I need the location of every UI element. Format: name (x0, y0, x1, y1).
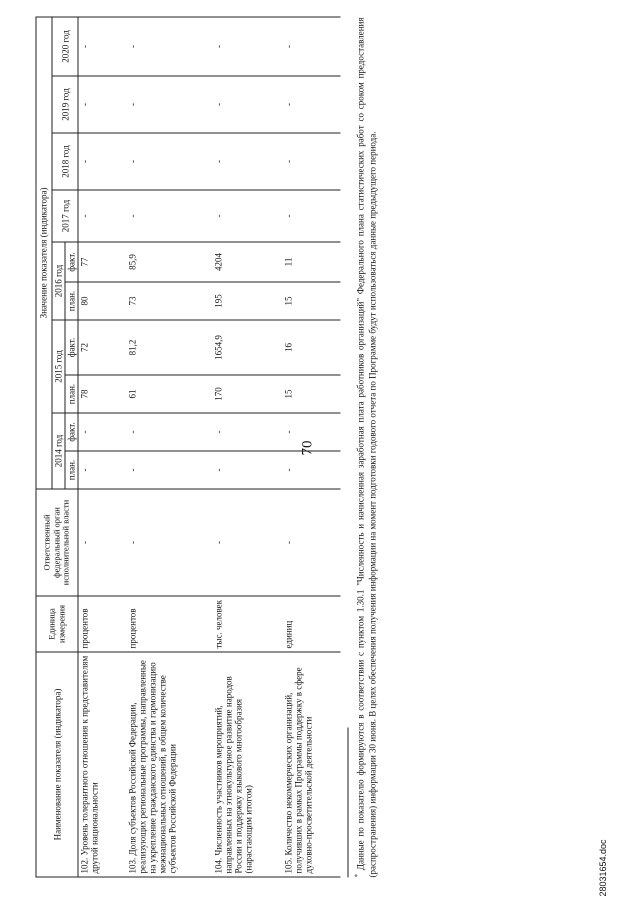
indicator-unit: тыс. человек (212, 596, 282, 652)
value-cell: 170 (212, 375, 282, 413)
header-2018: 2018 год (52, 133, 78, 190)
value-cell: 15 (282, 282, 341, 320)
value-cell: - (212, 76, 282, 133)
header-2014: 2014 год (52, 413, 65, 489)
header-unit: Единица измерения (36, 596, 78, 652)
indicator-name: 102. Уровень толерантного отношения к представителям другой национальности (78, 652, 126, 877)
value-cell: 16 (282, 320, 341, 375)
value-cell: - (212, 451, 282, 489)
value-cell: 61 (126, 375, 212, 413)
header-2016: 2016 год (52, 242, 65, 320)
value-cell: 80 (78, 282, 126, 320)
value-cell: - (78, 76, 126, 133)
header-values: Значение показателя (индикатора) (36, 17, 52, 489)
indicator-authority: - (282, 489, 341, 596)
page-number: 70 (299, 440, 316, 456)
value-cell: - (126, 190, 212, 242)
value-cell: - (78, 17, 126, 76)
indicator-name: 104. Численность участников мероприятий, направленных на этнокультурное развитие народов России и поддержку языкового многообразия (нарастающим итогом) (212, 652, 282, 877)
value-cell: 4204 (212, 242, 282, 282)
value-cell: - (212, 17, 282, 76)
header-fact: факт. (65, 320, 78, 375)
value-cell: 1654,9 (212, 320, 282, 375)
indicator-name: 103. Доля субъектов Российской Федерации, реализующих региональные программы, направленные на укрепление гражданского единства и гармонизацию межнациональных отношений, в общем количестве субъектов Российской Федерации (126, 652, 212, 877)
value-cell: - (126, 413, 212, 451)
table-row (78, 17, 126, 877)
header-plan: план. (65, 451, 78, 489)
value-cell: - (126, 76, 212, 133)
value-cell: - (78, 413, 126, 451)
value-cell: - (78, 190, 126, 242)
header-fact: факт. (65, 242, 78, 282)
value-cell: - (282, 76, 341, 133)
header-2020: 2020 год (52, 17, 78, 76)
indicator-authority: - (126, 489, 212, 596)
value-cell: - (126, 451, 212, 489)
indicator-unit: единиц (282, 596, 341, 652)
value-cell: 72 (78, 320, 126, 375)
value-cell: 15 (282, 375, 341, 413)
value-cell: 78 (78, 375, 126, 413)
footnote-separator (348, 728, 349, 878)
indicators-table (36, 16, 342, 877)
value-cell: - (282, 451, 341, 489)
indicator-unit: процентов (126, 596, 212, 652)
value-cell: - (282, 133, 341, 190)
table-row (212, 17, 282, 877)
header-plan: план. (65, 375, 78, 413)
indicator-name: 105. Количество некоммерческих организаций, получивших в рамках Программы поддержку в сфере духовно-просветительской деятельности (282, 652, 341, 877)
value-cell: - (78, 133, 126, 190)
header-2019: 2019 год (52, 76, 78, 133)
value-cell: 81,2 (126, 320, 212, 375)
indicator-unit: процентов (78, 596, 126, 652)
value-cell: 195 (212, 282, 282, 320)
header-name: Наименование показателя (индикатора) (36, 652, 78, 877)
value-cell: - (282, 190, 341, 242)
value-cell: 85,9 (126, 242, 212, 282)
value-cell: - (126, 17, 212, 76)
indicator-authority: - (212, 489, 282, 596)
header-fact: факт. (65, 413, 78, 451)
document-id: 28031654.doc (598, 839, 608, 897)
value-cell: 73 (126, 282, 212, 320)
value-cell: - (212, 413, 282, 451)
value-cell: - (78, 451, 126, 489)
footnote: * Данные по показателю формируются в соответствии с пунктом 1.30.1 "Численность и начисленная заработная плата работников организаций" Федерального плана статистических работ со сроком предоставления (распространения) информации 30 июня. В целях обеспечения получения информации на момент подготовки годового отчета по Программе будут использоваться данные предыдущего периода. (353, 17, 378, 878)
value-cell: - (282, 17, 341, 76)
indicator-authority: - (78, 489, 126, 596)
header-2017: 2017 год (52, 190, 78, 242)
value-cell: - (282, 413, 341, 451)
value-cell: 11 (282, 242, 341, 282)
value-cell: - (212, 190, 282, 242)
header-authority: Ответственный федеральный орган исполнительной власти (36, 489, 78, 596)
value-cell: - (126, 133, 212, 190)
rotated-page-content (36, 18, 601, 878)
table-row (126, 17, 212, 877)
header-2015: 2015 год (52, 320, 65, 413)
table-row (282, 17, 341, 877)
value-cell: - (212, 133, 282, 190)
header-plan: план. (65, 282, 78, 320)
value-cell: 77 (78, 242, 126, 282)
